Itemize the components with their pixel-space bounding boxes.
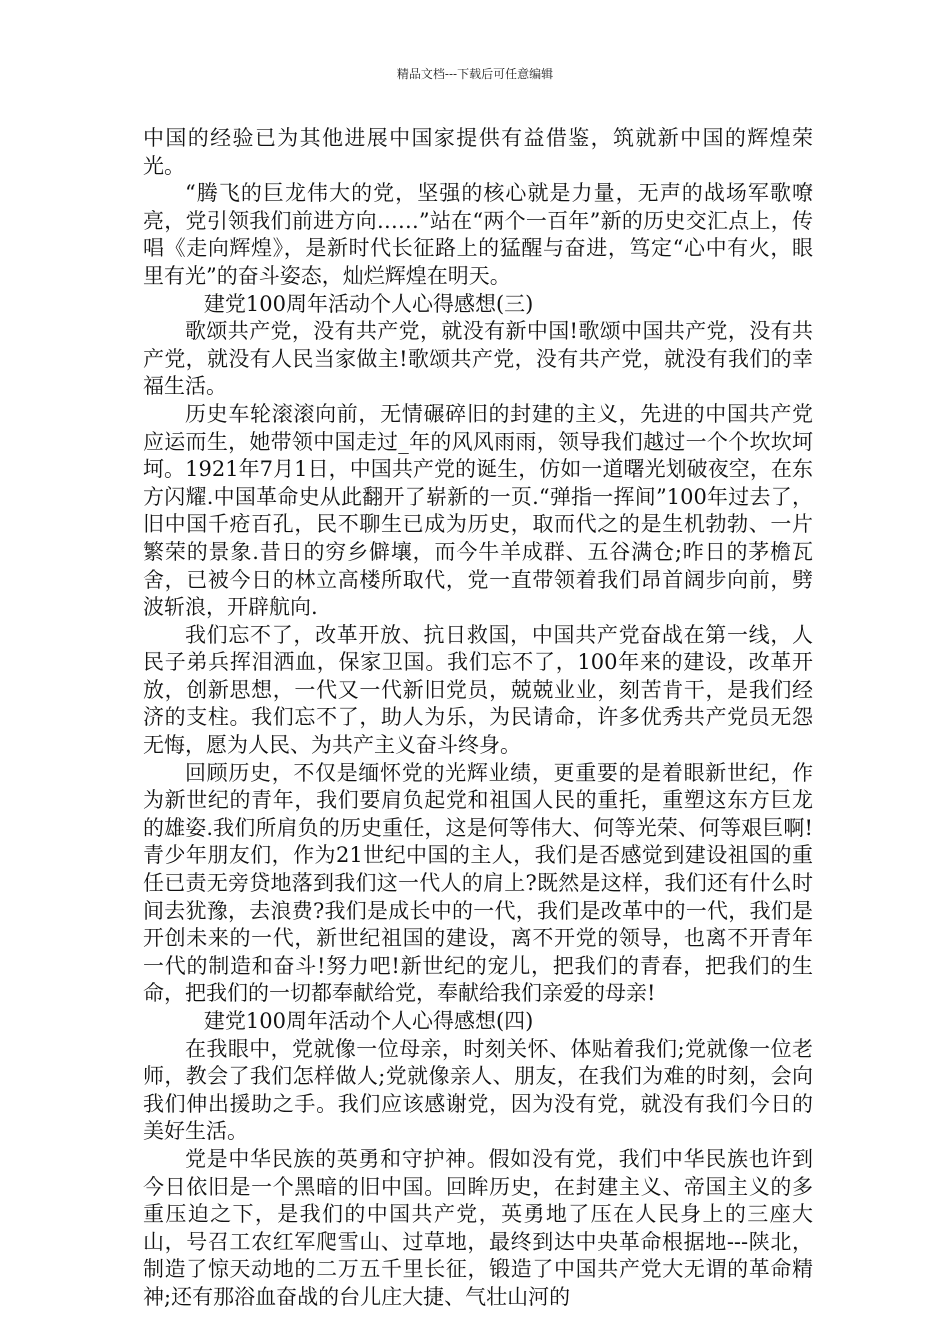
paragraph-continuation: 中国的经验已为其他进展中国家提供有益借鉴，筑就新中国的辉煌荣光。 xyxy=(143,126,813,178)
paragraph-praise-party: 歌颂共产党，没有共产党，就没有新中国!歌颂中国共产党，没有共产党，就没有人民当家做主!歌颂共产党，没有共产党，就没有我们的幸福生活。 xyxy=(143,319,813,399)
page-header: 精品文档---下载后可任意编辑 xyxy=(396,67,554,81)
paragraph-party-mother: 在我眼中，党就像一位母亲，时刻关怀、体贴着我们;党就像一位老师，教会了我们怎样做人;党就像亲人、朋友，在我们为难的时刻，会向我们伸出援助之手。我们应该感谢党，因为没有党，就没有我们今日的美好生活。 xyxy=(143,1036,813,1144)
section-heading-four: 建党100周年活动个人心得感想(四) xyxy=(203,1009,534,1033)
paragraph-party-guardian: 党是中华民族的英勇和守护神。假如没有党，我们中华民族也许到今日依旧是一个黑暗的旧中国。回眸历史，在封建主义、帝国主义的多重压迫之下，是我们的中国共产党，英勇地了压在人民身上的三座大山，号召工农红军爬雪山、过草地，最终到达中央革命根据地---陕北，制造了惊天动地的二万五千里长征，锻造了中国共产党大无谓的革命精神;还有那浴血奋战的台儿庄大捷、气壮山河的 xyxy=(143,1146,813,1309)
paragraph-song-quote: “腾飞的巨龙伟大的党，坚强的核心就是力量，无声的战场军歌嘹亮，党引领我们前进方向……”站在“两个一百年”新的历史交汇点上，传唱《走向辉煌》，是新时代长征路上的猛醒与奋进，笃定“心中有火，眼里有光”的奋斗姿态，灿烂辉煌在明天。 xyxy=(143,181,813,288)
document-body xyxy=(143,125,813,1312)
section-heading-three: 建党100周年活动个人心得感想(三) xyxy=(203,291,534,316)
paragraph-history-wheel: 历史车轮滚滚向前，无情碾碎旧的封建的主义，先进的中国共产党应运而生，她带领中国走过_年的风风雨雨，领导我们越过一个个坎坎坷坷。1921年7月1日，中国共产党的诞生，仿如一道曙光划破夜空，在东方闪耀.中国革命史从此翻开了崭新的一页.“弹指一挥间”100年过去了，旧中国千疮百孔，民不聊生已成为历史，取而代之的是生机勃勃、一片繁荣的景象.昔日的穷乡僻壤，而今牛羊成群、五谷满仓;昨日的茅檐瓦舍，已被今日的林立高楼所取代，党一直带领着我们昂首阔步向前，劈波斩浪，开辟航向. xyxy=(143,401,813,620)
paragraph-cannot-forget: 我们忘不了，改革开放、抗日救国，中国共产党奋战在第一线，人民子弟兵挥泪洒血，保家卫国。我们忘不了，100年来的建设，改革开放，创新思想，一代又一代新旧党员，兢兢业业，刻苦肯干，是我们经济的支柱。我们忘不了，助人为乐，为民请命，许多优秀共产党员无怨无悔，愿为人民、为共产主义奋斗终身。 xyxy=(143,622,813,758)
paragraph-review-history: 回顾历史，不仅是缅怀党的光辉业绩，更重要的是着眼新世纪，作为新世纪的青年，我们要肩负起党和祖国人民的重托，重塑这东方巨龙的雄姿.我们所肩负的历史重任，这是何等伟大、何等光荣、何等艰巨啊!青少年朋友们，作为21世纪中国的主人，我们是否感觉到建设祖国的重任已责无旁贷地落到我们这一代人的肩上?既然是这样，我们还有什么时间去犹豫，去浪费?我们是成长中的一代，我们是改革中的一代，我们是开创未来的一代，新世纪祖国的建设，离不开党的领导，也离不开青年一代的制造和奋斗!努力吧!新世纪的宠儿，把我们的青春，把我们的生命，把我们的一切都奉献给党，奉献给我们亲爱的母亲! xyxy=(143,760,813,1006)
